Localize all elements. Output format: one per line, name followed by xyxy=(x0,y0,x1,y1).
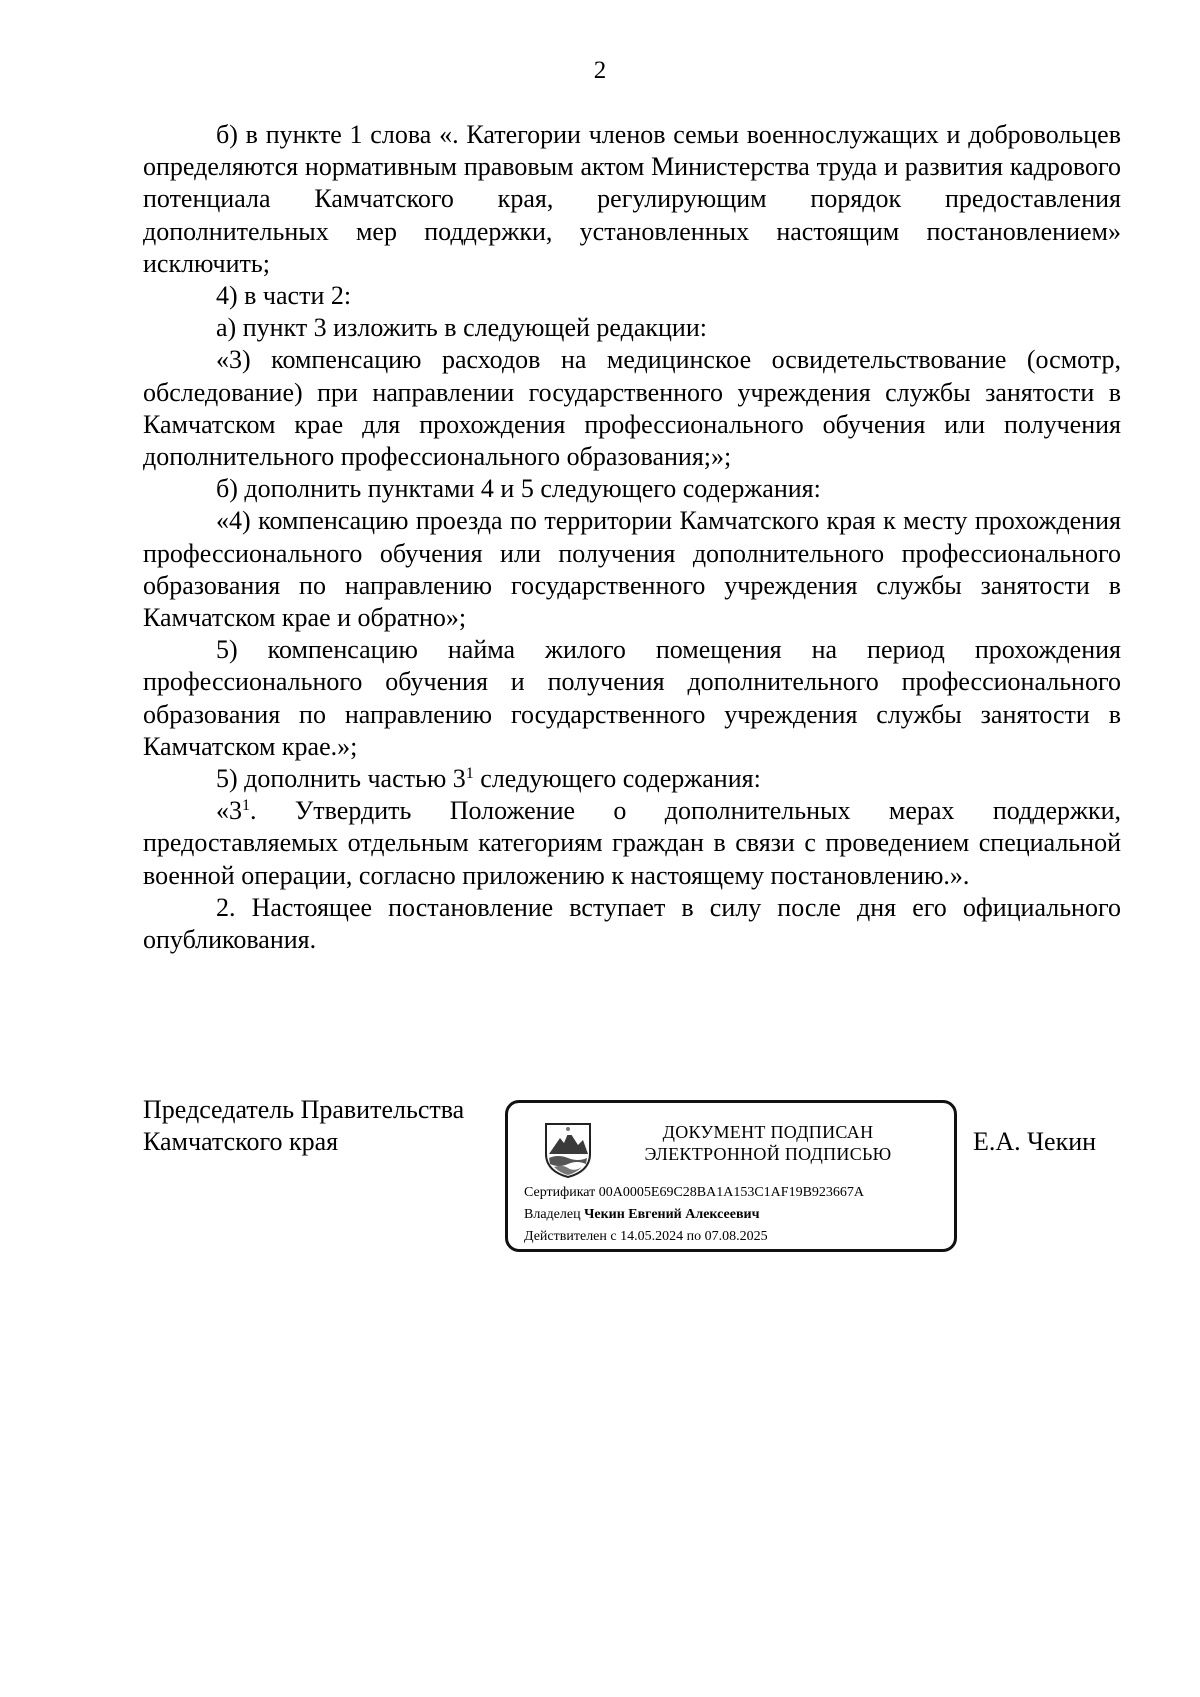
stamp-validity xyxy=(524,1228,768,1246)
signatory-title-line: Камчатского края xyxy=(143,1127,339,1156)
electronic-signature-stamp xyxy=(505,1100,957,1252)
valid-from-label: Действителен с xyxy=(524,1229,617,1244)
paragraph: а) пункт 3 изложить в следующей редакции: xyxy=(216,313,707,343)
stamp-heading xyxy=(618,1121,918,1165)
certificate-value: 00A0005E69C28BA1A153C1AF19B923667A xyxy=(598,1185,865,1200)
owner-label: Владелец xyxy=(524,1207,581,1222)
signatory-title-line: Председатель Правительства xyxy=(143,1095,465,1124)
valid-from-date: 14.05.2024 xyxy=(620,1229,684,1244)
paragraph-text: «3 xyxy=(216,796,242,826)
owner-value: Чекин Евгений Алексеевич xyxy=(584,1207,760,1222)
paragraph: «3) компенсацию расходов на медицинское освидетельствование (осмотр, обследование) при направлении государственного учреждения службы занятости в Камчатском крае для прохождения профессионального обучения или получения дополнительного профессионального образования;»; xyxy=(143,345,1121,472)
paragraph xyxy=(143,795,1121,892)
stamp-owner xyxy=(524,1206,759,1224)
paragraph: 5) компенсацию найма жилого помещения на период прохождения профессионального обучения и получения дополнительного профессионального образования по направлению государственного учреждения службы занятости в Камчатском крае.»; xyxy=(143,635,1121,761)
signatory-title xyxy=(143,1094,464,1158)
paragraph-text: 5) дополнить частью 3 xyxy=(216,764,466,794)
paragraph: «4) компенсацию проезда по территории Камчатского края к месту прохождения профессионального обучения или получения дополнительного профессионального образования по направлению государственного учреждения службы занятости в Камчатском крае и обратно»; xyxy=(143,506,1121,633)
paragraph: 2. Настоящее постановление вступает в силу после дня его официального опубликования. xyxy=(143,892,1121,955)
paragraph-text: следующего содержания: xyxy=(473,764,761,794)
document-body xyxy=(143,119,1121,956)
paragraph: б) дополнить пунктами 4 и 5 следующего содержания: xyxy=(216,474,821,504)
superscript: 1 xyxy=(242,797,250,815)
certificate-label: Сертификат xyxy=(524,1185,596,1200)
paragraph-text: . Утвердить Положение о дополнительных мерах поддержки, предоставляемых отдельным категориям граждан в связи с проведением специальной военной операции, согласно приложению к настоящему постановлению.». xyxy=(143,796,1121,890)
signatory-name: Е.А. Чекин xyxy=(973,1127,1097,1156)
valid-to-label: по xyxy=(686,1229,702,1244)
stamp-certificate xyxy=(524,1184,864,1202)
page-number: 2 xyxy=(593,57,607,84)
stamp-heading-line: ДОКУМЕНТ ПОДПИСАН xyxy=(662,1122,874,1142)
superscript: 1 xyxy=(465,765,474,783)
paragraph: б) в пункте 1 слова «. Категории членов семьи военнослужащих и добровольцев определяются нормативным правовым актом Министерства труда и развития кадрового потенциала Камчатского края, регулирующим порядок предоставления дополнительных мер поддержки, установленных настоящим постановлением» исключить; xyxy=(143,120,1121,278)
paragraph: 4) в части 2: xyxy=(216,281,352,311)
valid-to-date: 07.08.2025 xyxy=(704,1229,768,1244)
stamp-heading-line: ЭЛЕКТРОННОЙ ПОДПИСЬЮ xyxy=(644,1144,892,1164)
paragraph xyxy=(143,763,1121,795)
kamchatka-emblem-icon xyxy=(542,1120,594,1178)
